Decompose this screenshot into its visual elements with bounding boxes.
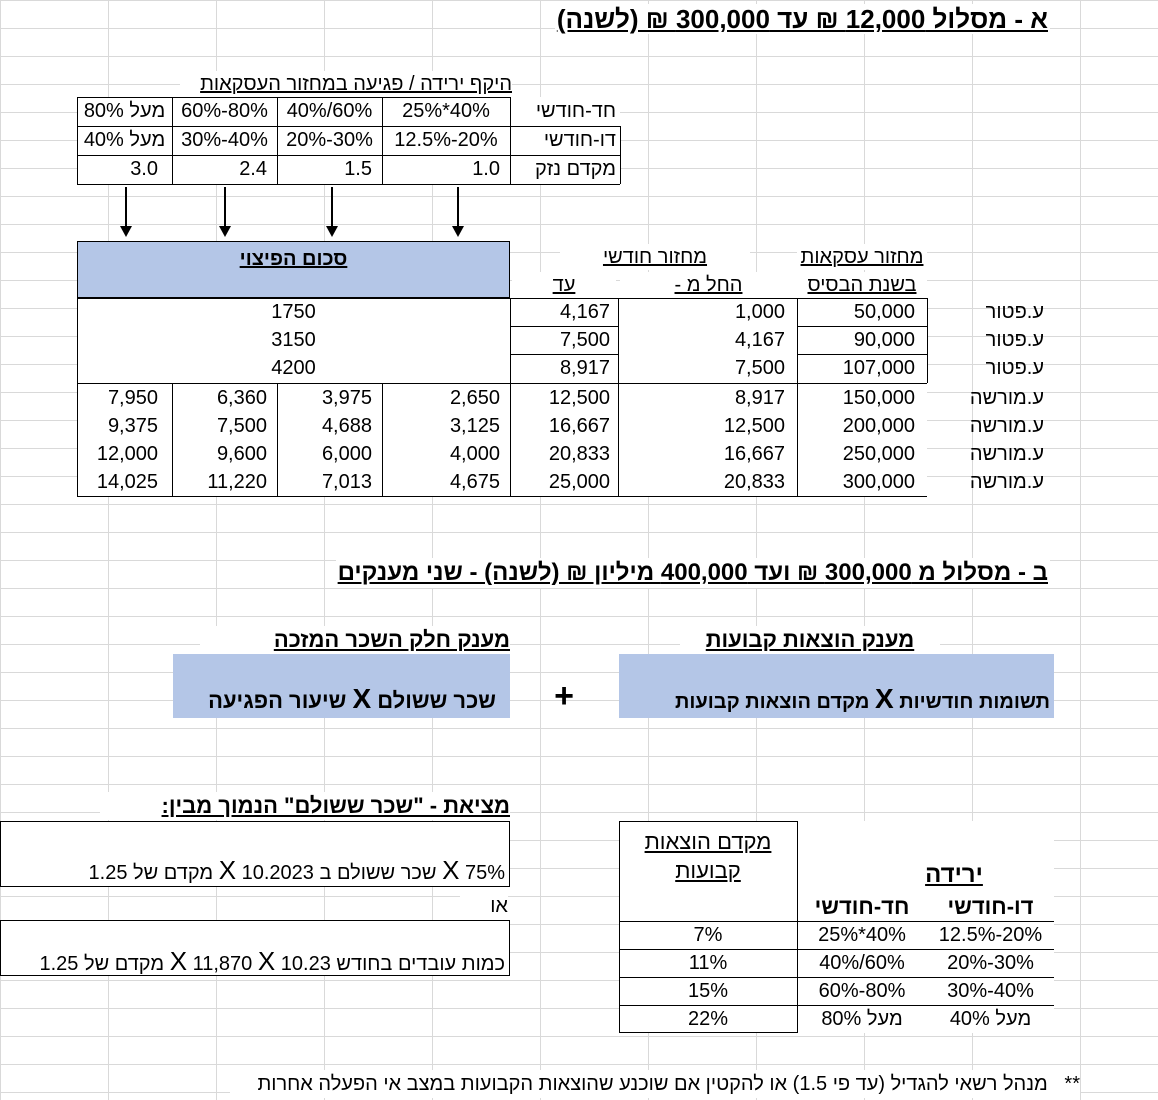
multiply-icon: X: [218, 855, 237, 885]
table-cell-comp: 4,675: [449, 471, 500, 493]
range-cell: 60%-80%: [181, 100, 268, 122]
footnote-text: מנהל רשאי להגדיל (עד פי 1.5) או להקטין אם שוכנע שהוצאות הקבועות במצב אי הפעלה אחרות: [257, 1073, 1048, 1095]
table-cell-base: 200,000: [842, 415, 915, 437]
row-type-labels: [930, 298, 1050, 496]
option1-tail: מקדם של 1.25: [88, 862, 214, 884]
table-cell-base: 150,000: [842, 387, 915, 409]
range-table: [77, 97, 620, 184]
range-row-label: מקדם נזק: [535, 158, 616, 180]
damage-coef-cell: 3.0: [130, 158, 158, 180]
range-row-label: חד-חודשי: [535, 100, 616, 122]
table-cell-comp: 9,600: [216, 443, 267, 465]
table-cell-base: 250,000: [842, 443, 915, 465]
formula-term: תשומות חודשיות: [899, 691, 1050, 713]
fe-cell-mono: 60%-80%: [818, 980, 906, 1002]
range-cell: 40%/60%: [286, 100, 373, 122]
section-b-title: ב - מסלול מ 300,000 ₪ ועד 400,000 מיליון ₪ (לשנה) - שני מענקים: [337, 559, 1048, 586]
table-cell-from: 7,500: [734, 357, 785, 379]
fe-cell-bi: 20%-30%: [947, 952, 1034, 974]
fe-cell-coef: 7%: [693, 924, 723, 946]
salary-option-2: [0, 920, 510, 976]
table-cell-comp: 3,975: [321, 387, 372, 409]
option1-pct: 75%: [464, 862, 505, 884]
table-cell-comp: 7,500: [216, 415, 267, 437]
col-turnover-header-1: מחזור עסקאות: [797, 244, 927, 270]
range-cell: מעל 40%: [83, 129, 166, 151]
row-type-label: ע.פטור: [985, 329, 1044, 351]
fe-cell-coef: 22%: [687, 1008, 729, 1030]
multiply-icon: X: [874, 683, 894, 714]
formula-term: מקדם הוצאות קבועות: [675, 691, 870, 713]
damage-coef-cell: 2.4: [239, 158, 267, 180]
row-type-label: ע.פטור: [985, 301, 1044, 323]
table-cell-comp: 4,000: [449, 443, 500, 465]
mono-header: חד-חודשי: [814, 894, 910, 919]
table-cell-base: 107,000: [842, 357, 915, 379]
table-row-comp-merged: 3150: [271, 329, 316, 351]
arrow-down-icon: [224, 187, 226, 235]
table-cell-from: 8,917: [734, 387, 785, 409]
table-cell-from: 1,000: [734, 301, 785, 323]
option2-text: כמות עובדים בחודש 10.23: [280, 953, 505, 975]
multiply-icon: X: [442, 855, 460, 885]
compensation-table: [77, 298, 927, 496]
table-cell-to: 8,917: [559, 357, 610, 379]
row-type-label: ע.מורשה: [969, 443, 1044, 465]
range-cell: 25%*40%: [402, 100, 490, 122]
fe-cell-bi: 30%-40%: [947, 980, 1034, 1002]
range-cell: 20%-30%: [286, 129, 373, 151]
salary-calc-title: מציאת - "שכר ששולם" הנמוך מבין:: [100, 792, 510, 820]
bi-header: דו-חודשי: [947, 894, 1034, 919]
table-cell-comp: 12,000: [96, 443, 158, 465]
damage-coef-cell: 1.5: [344, 158, 372, 180]
fe-cell-bi: 12.5%-20%: [938, 924, 1043, 946]
col-from-header: החל מ -: [620, 272, 797, 298]
table-cell-from: 12,500: [723, 415, 785, 437]
damage-coef-cell: 1.0: [472, 158, 500, 180]
grant-salary-formula: [173, 654, 510, 718]
compensation-header: [77, 241, 510, 298]
table-cell-comp: 6,000: [321, 443, 372, 465]
row-type-label: ע.מורשה: [969, 415, 1044, 437]
table-cell-comp: 2,650: [449, 387, 500, 409]
section-a-title: א - מסלול 12,000 ₪ עד 300,000 ₪ (לשנה): [556, 4, 1048, 34]
table-cell-from: 20,833: [723, 471, 785, 493]
footnote-stars: **: [1064, 1073, 1080, 1095]
option2-num: 11,870: [192, 953, 253, 975]
compensation-header-label: סכום הפיצוי: [239, 248, 348, 270]
table-cell-comp: 3,125: [449, 415, 500, 437]
plus-icon: +: [554, 677, 574, 715]
col-monthly-header: מחזור חודשי: [560, 244, 750, 270]
drop-header: ירידה: [925, 861, 983, 888]
table-cell-from: 16,667: [723, 443, 785, 465]
table-cell-base: 90,000: [853, 329, 915, 351]
range-cell: 12.5%-20%: [394, 129, 498, 151]
table-cell-comp: 7,950: [107, 387, 158, 409]
table-row-comp-merged: 1750: [271, 301, 316, 323]
col-to-header: עד: [512, 272, 616, 298]
range-cell: 30%-40%: [181, 129, 268, 151]
table-cell-to: 20,833: [548, 443, 610, 465]
table-cell-to: 16,667: [548, 415, 610, 437]
range-cell: מעל 80%: [83, 100, 166, 122]
row-type-label: ע.מורשה: [969, 387, 1044, 409]
table-cell-comp: 14,025: [96, 471, 158, 493]
fe-cell-mono: מעל 80%: [821, 1008, 903, 1030]
salary-option-1: [0, 821, 510, 887]
table-cell-comp: 6,360: [216, 387, 267, 409]
fe-cell-bi: מעל 40%: [949, 1008, 1032, 1030]
table-row-comp-merged: 4200: [271, 357, 316, 379]
table-cell-to: 7,500: [559, 329, 610, 351]
multiply-icon: X: [352, 683, 372, 714]
coef-header: מקדם הוצאות קבועות: [644, 829, 772, 883]
grant-salary-title: מענק חלק השכר המזכה: [200, 626, 510, 654]
fe-cell-mono: 40%/60%: [819, 952, 905, 974]
formula-term: שיעור הפגיעה: [208, 688, 347, 713]
table-cell-comp: 4,688: [321, 415, 372, 437]
arrow-down-icon: [125, 187, 127, 235]
grant-fixed-title: מענק הוצאות קבועות: [680, 626, 940, 654]
footnote: [230, 1070, 1080, 1098]
table-cell-to: 25,000: [548, 471, 610, 493]
table-cell-comp: 11,220: [207, 471, 267, 493]
grant-fixed-formula: [619, 654, 1054, 718]
table-cell-to: 12,500: [548, 387, 610, 409]
multiply-icon: X: [257, 946, 276, 976]
table-cell-to: 4,167: [559, 301, 610, 323]
option1-text: שכר ששולם ב 10.2023: [241, 862, 437, 884]
fe-cell-coef: 11%: [688, 952, 728, 974]
col-turnover-header-2: בשנת הבסיס: [797, 272, 927, 298]
or-label: או: [460, 892, 508, 920]
row-type-label: ע.מורשה: [969, 471, 1044, 493]
table-cell-from: 4,167: [734, 329, 785, 351]
table-cell-base: 300,000: [842, 471, 915, 493]
range-row-label: דו-חודשי: [543, 129, 616, 151]
arrow-down-icon: [457, 187, 459, 235]
range-header: היקף ירידה / פגיעה במחזור העסקאות: [180, 71, 512, 97]
table-cell-base: 50,000: [853, 301, 915, 323]
table-cell-comp: 7,013: [321, 471, 372, 493]
row-type-label: ע.פטור: [985, 357, 1044, 379]
multiply-icon: X: [169, 946, 188, 976]
table-cell-comp: 9,375: [107, 415, 158, 437]
fixed-expense-table: [619, 821, 1054, 1033]
arrow-down-icon: [331, 187, 333, 235]
fe-cell-coef: 15%: [687, 980, 729, 1002]
formula-term: שכר ששולם: [377, 688, 496, 713]
option2-tail: מקדם של 1.25: [39, 953, 165, 975]
fe-cell-mono: 25%*40%: [818, 924, 906, 946]
